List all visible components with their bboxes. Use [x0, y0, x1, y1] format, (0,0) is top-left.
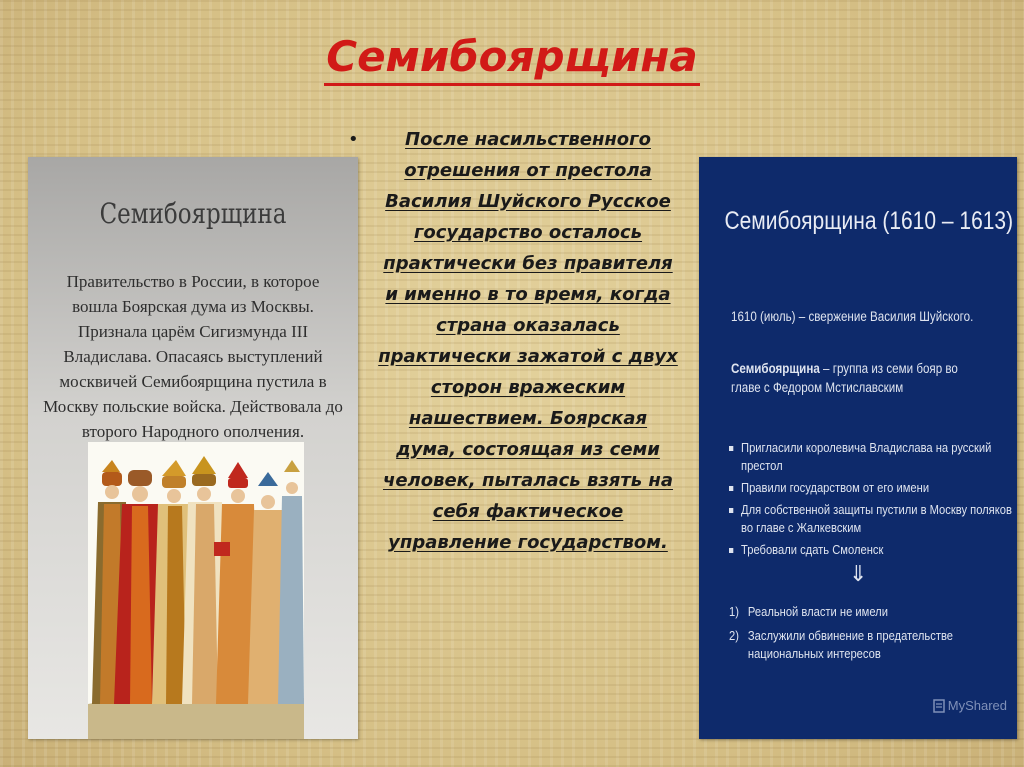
myshared-logo-icon	[933, 699, 945, 713]
left-card-heading: Семибоярщина	[99, 197, 287, 230]
list-item-text: Заслужили обвинение в предательстве национальных интересов	[747, 628, 953, 661]
boyars-illustration	[88, 442, 304, 739]
watermark-text: MyShared	[947, 698, 1007, 713]
down-arrow-icon: ⇓	[849, 562, 868, 587]
definition-rest: – группа из семи бояр во главе с Федором Мстиславским	[731, 361, 958, 395]
list-number: 1)	[729, 604, 739, 619]
list-item	[729, 603, 1004, 621]
boyars-drawing	[88, 442, 304, 739]
list-item-text: Реальной власти не имели	[747, 604, 888, 619]
slide-title	[0, 32, 1024, 81]
right-card-definition	[731, 359, 989, 397]
list-number: 2)	[729, 628, 739, 643]
slide-body-text: После насильственного отрешения от престола Василия Шуйского Русское государство осталось практически без правителя и именно в то время, когда страна оказалась практически зажатой с двух сторон вражеским нашествием. Боярская дума, состоящая из семи человек, пыталась взять на себя фактическое управление государством.	[378, 129, 678, 553]
left-card-text: Правительство в России, в которое вошла Боярская дума из Москвы. Признала царём Сигизмунда III Владислава. Опасаясь выступлений москвичей Семибоярщина пустила в Москву польские войска. Действовала до второго Народного ополчения.	[43, 272, 343, 441]
right-card-numbered-list	[729, 603, 1017, 669]
list-item: Пригласили королевича Владислава на русский престол	[729, 439, 1016, 475]
left-image-card	[28, 157, 358, 739]
right-card-event-line: 1610 (июль) – свержение Василия Шуйского.	[731, 309, 974, 324]
definition-term: Семибоярщина	[731, 361, 820, 376]
list-item	[729, 627, 1004, 663]
right-card-heading: Семибоярщина (1610 – 1613)	[724, 207, 1014, 235]
slide-title-text: Семибоярщина	[324, 32, 700, 86]
right-image-card	[699, 157, 1017, 739]
right-card-bullet-list	[729, 439, 1017, 563]
list-item: Для собственной защиты пустили в Москву поляков во главе с Жалкевским	[729, 501, 1016, 537]
bullet-marker: •	[348, 129, 359, 150]
list-item: Правили государством от его имени	[729, 479, 1016, 497]
list-item: Требовали сдать Смоленск	[729, 541, 1016, 559]
myshared-watermark	[933, 698, 1007, 713]
